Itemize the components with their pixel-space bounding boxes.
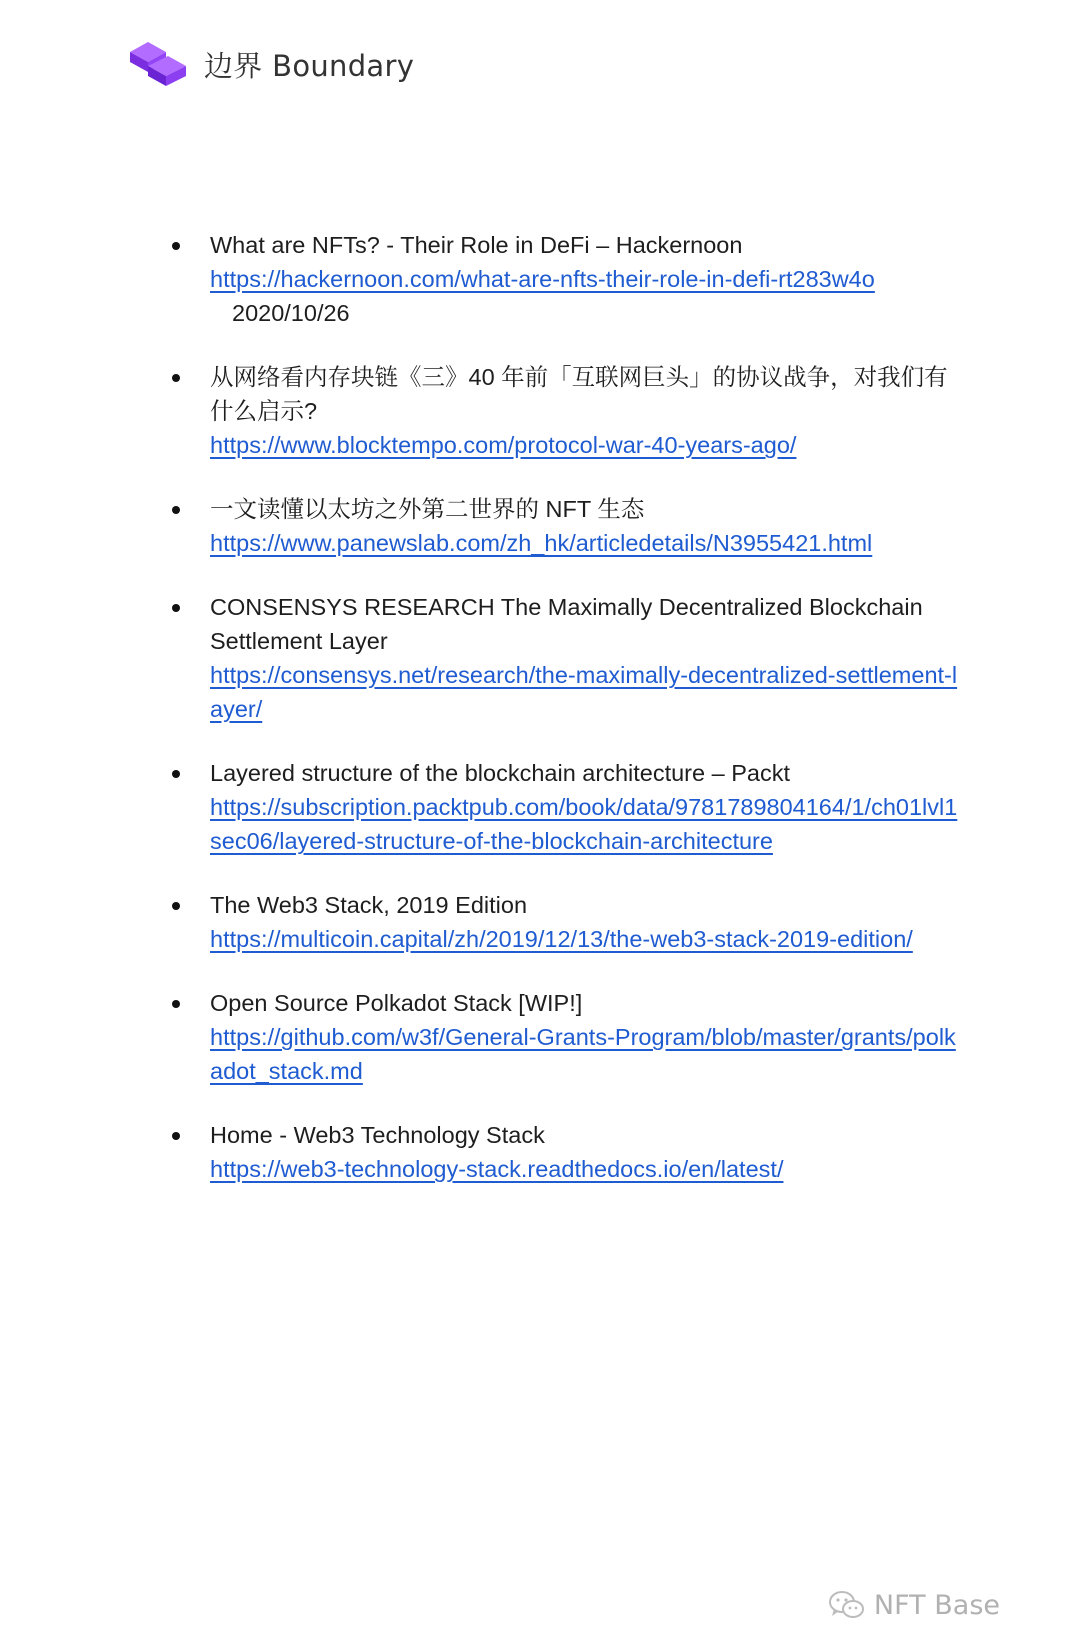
list-item bbox=[160, 360, 960, 462]
bullet-icon bbox=[172, 374, 180, 382]
reference-title: CONSENSYS RESEARCH The Maximally Decentralized Blockchain Settlement Layer bbox=[210, 594, 923, 654]
bullet-icon bbox=[172, 902, 180, 910]
reference-link[interactable]: https://subscription.packtpub.com/book/data/9781789804164/1/ch01lvl1sec06/layered-structure-of-the-blockchain-architecture bbox=[210, 794, 958, 854]
reference-link[interactable]: https://github.com/w3f/General-Grants-Program/blob/master/grants/polkadot_stack.md bbox=[210, 1024, 956, 1084]
reference-date: 2020/10/26 bbox=[232, 300, 350, 326]
reference-link[interactable]: https://consensys.net/research/the-maximally-decentralized-settlement-layer/ bbox=[210, 662, 958, 722]
brand-logo bbox=[126, 38, 414, 90]
bullet-icon bbox=[172, 506, 180, 514]
reference-title: Home - Web3 Technology Stack bbox=[210, 1122, 545, 1148]
reference-title: What are NFTs? - Their Role in DeFi – Hackernoon bbox=[210, 232, 743, 258]
reference-link[interactable]: https://www.panewslab.com/zh_hk/articledetails/N3955421.html bbox=[210, 530, 873, 556]
reference-title: 从网络看内存块链《三》40 年前「互联网巨头」的协议战争，对我们有什么启示? bbox=[210, 364, 948, 424]
list-item bbox=[160, 492, 960, 560]
list-item bbox=[160, 228, 960, 330]
reference-title: Open Source Polkadot Stack [WIP!] bbox=[210, 990, 583, 1016]
list-item bbox=[160, 590, 960, 726]
reference-title: Layered structure of the blockchain architecture – Packt bbox=[210, 760, 790, 786]
reference-link[interactable]: https://www.blocktempo.com/protocol-war-40-years-ago/ bbox=[210, 432, 797, 458]
brand-name: 边界 Boundary bbox=[204, 48, 415, 83]
list-item bbox=[160, 986, 960, 1088]
reference-title: The Web3 Stack, 2019 Edition bbox=[210, 892, 528, 918]
watermark bbox=[828, 1589, 1000, 1621]
reference-title: 一文读懂以太坊之外第二世界的 NFT 生态 bbox=[210, 496, 645, 522]
list-item bbox=[160, 1118, 960, 1186]
reference-list bbox=[160, 228, 960, 1216]
list-item bbox=[160, 756, 960, 858]
bullet-icon bbox=[172, 770, 180, 778]
reference-link[interactable]: https://hackernoon.com/what-are-nfts-their-role-in-defi-rt283w4o bbox=[210, 266, 875, 292]
boundary-logo-icon bbox=[126, 38, 190, 90]
list-item bbox=[160, 888, 960, 956]
bullet-icon bbox=[172, 1132, 180, 1140]
bullet-icon bbox=[172, 242, 180, 250]
watermark-text: NFT Base bbox=[873, 1589, 1000, 1621]
bullet-icon bbox=[172, 604, 180, 612]
bullet-icon bbox=[172, 1000, 180, 1008]
wechat-icon bbox=[828, 1589, 866, 1621]
reference-link[interactable]: https://web3-technology-stack.readthedocs.io/en/latest/ bbox=[210, 1156, 784, 1182]
reference-link[interactable]: https://multicoin.capital/zh/2019/12/13/the-web3-stack-2019-edition/ bbox=[210, 926, 913, 952]
